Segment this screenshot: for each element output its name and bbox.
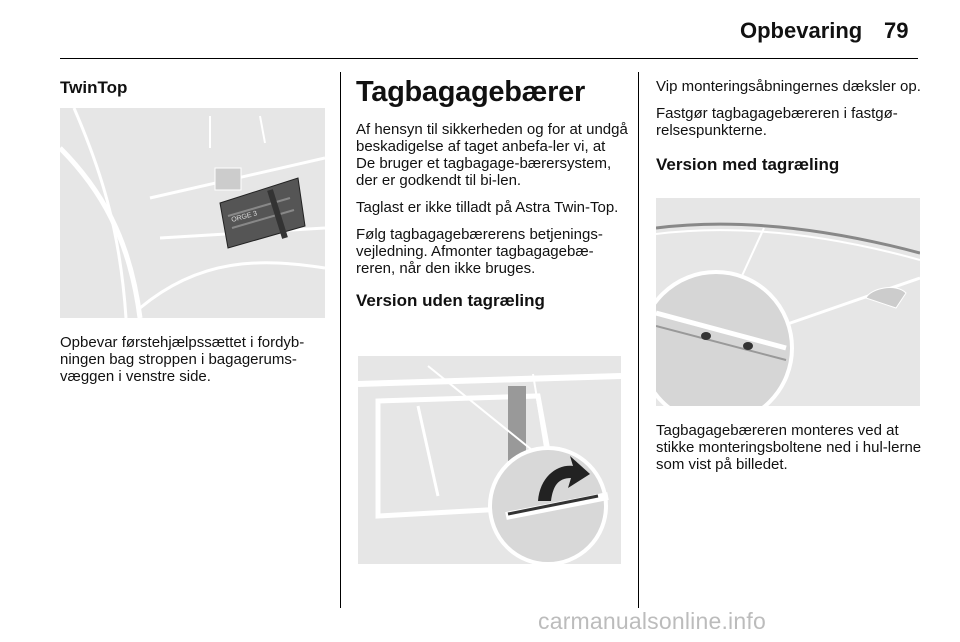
- section-heading-twintop: TwinTop: [60, 78, 128, 97]
- paragraph: Tagbagagebæreren monteres ved at stikke monteringsboltene ned i hul-lerne som vist på billedet.: [656, 422, 922, 473]
- twintop-text: [60, 334, 328, 395]
- column-with-rails: [656, 78, 926, 175]
- column-twintop: [60, 74, 328, 98]
- header-divider: [60, 58, 918, 59]
- trunk-first-aid-illustration: [60, 108, 325, 318]
- paragraph: Vip monteringsåbningernes dæksler op.: [656, 78, 921, 95]
- watermark: carmanualsonline.info: [538, 608, 766, 634]
- column-divider-2: [638, 72, 639, 608]
- first-aid-kit-label: ORGE 3: [230, 210, 259, 224]
- roof-without-rails-drawing: [358, 356, 621, 564]
- paragraph: Følg tagbagagebærerens betjenings-vejledning. Afmonter tagbagagebæ-reren, når den ikke bruges.: [356, 226, 603, 277]
- paragraph: Af hensyn til sikkerheden og for at undgå beskadigelse af taget anbefa-ler vi, at De bruger et tagbagage-bærersystem, der er godkendt til bi-len.: [356, 121, 628, 189]
- with-rails-text: [656, 422, 926, 483]
- roof-with-rails-illustration: [656, 198, 920, 406]
- page-number: 79: [884, 18, 909, 43]
- paragraph: Opbevar førstehjælpssættet i fordyb-ningen bag stroppen i bagagerums-væggen i venstre side.: [60, 334, 305, 385]
- paragraph: Taglast er ikke tilladt på Astra Twin-Top.: [356, 199, 619, 216]
- column-divider-1: [340, 72, 341, 608]
- column-roof-carrier: [356, 76, 628, 311]
- page-title: Opbevaring: [740, 18, 863, 43]
- paragraph: Fastgør tagbagagebæreren i fastgø-relsespunkterne.: [656, 105, 898, 139]
- subheading-with-rails: Version med tagræling: [656, 155, 840, 174]
- subheading-without-rails: Version uden tagræling: [356, 291, 545, 310]
- roof-with-rails-drawing: [656, 198, 920, 406]
- roof-without-rails-illustration: [358, 356, 621, 564]
- section-heading-roof-carrier: Tagbagagebærer: [356, 76, 585, 108]
- trunk-drawing: [60, 108, 325, 318]
